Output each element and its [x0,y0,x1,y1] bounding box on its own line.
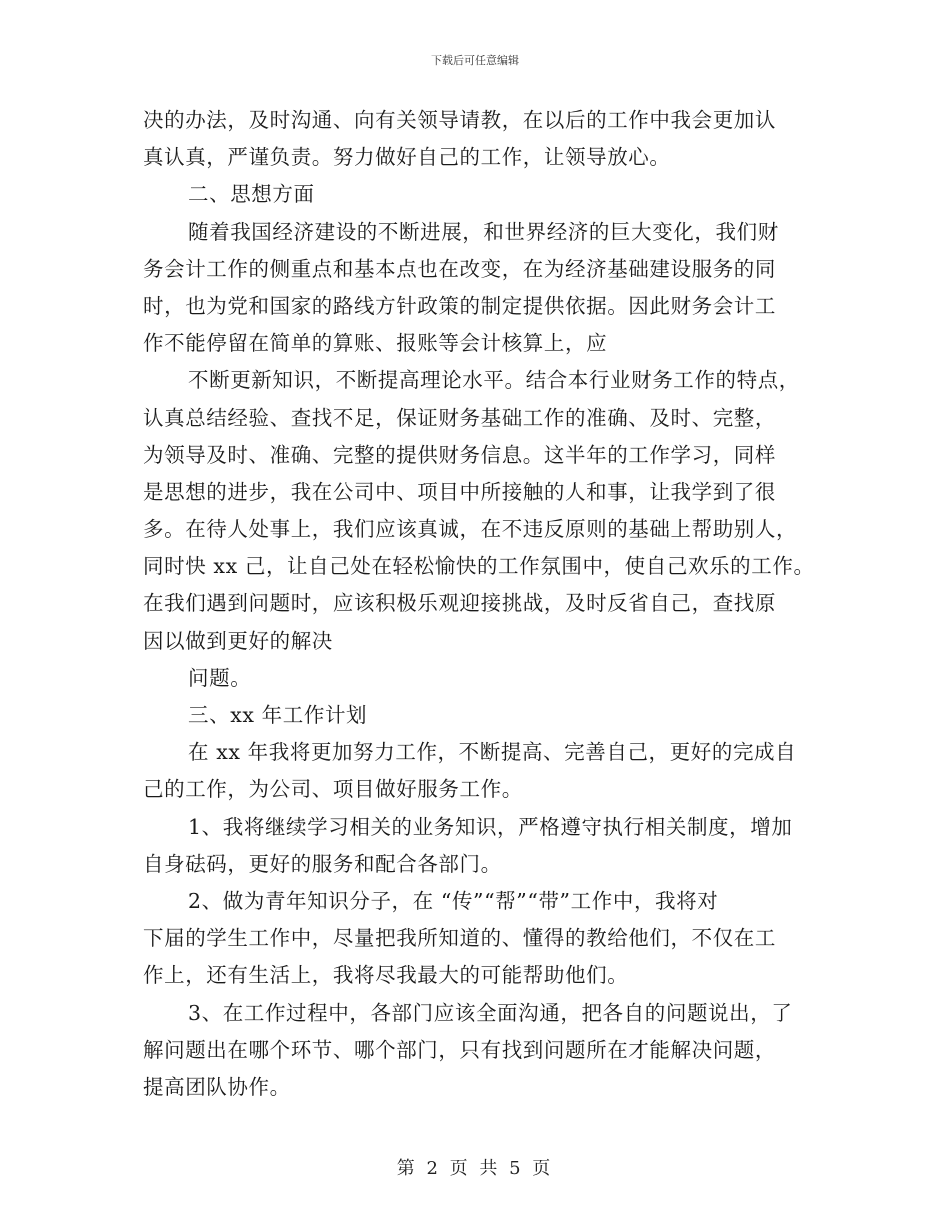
text-line: 下届的学生工作中，尽量把我所知道的、懂得的教给他们，不仅在工 [143,926,776,951]
text-line: 同时快 xx 己，让自己处在轻松愉快的工作氛围中，使自己欢乐的工作。 [143,554,815,579]
text-line: 作上，还有生活上，我将尽我最大的可能帮助他们。 [143,963,629,988]
text-line: 不断更新知识，不断提高理论水平。结合本行业财务工作的特点， [188,368,800,393]
text-line: 自身砝码，更好的服务和配合各部门。 [143,851,502,876]
text-line: 决的办法，及时沟通、向有关领导请教，在以后的工作中我会更加认 [143,108,776,132]
text-line: 3、在工作过程中，各部门应该全面沟通，把各自的问题说出，了 [188,1000,793,1025]
text-line: 时，也为党和国家的路线方针政策的制定提供依据。因此财务会计工 [143,293,776,318]
text-line: 在 xx 年我将更加努力工作，不断提高、完善自己，更好的完成自 [188,740,797,765]
text-line: 为领导及时、准确、完整的提供财务信息。这半年的工作学习，同样 [143,442,776,467]
page-header: 下载后可任意编辑 [431,54,519,67]
text-line: 在我们遇到问题时，应该积极乐观迎接挑战，及时反省自己，查找原 [143,591,776,616]
text-line: 2、做为青年知识分子，在 “传”“帮”“带”工作中，我将对 [188,888,719,913]
text-line: 提高团队协作。 [143,1074,291,1099]
page-number-footer: 第 2 页 共 5 页 [396,1158,554,1179]
text-line: 三、xx 年工作计划 [188,703,368,727]
text-line: 随着我国经济建设的不断进展，和世界经济的巨大变化，我们财 [188,219,779,244]
document-body [143,102,823,1106]
text-line: 真认真，严谨负责。努力做好自己的工作，让领导放心。 [143,145,671,170]
text-line: 问题。 [188,665,252,690]
text-line: 己的工作，为公司、项目做好服务工作。 [143,777,523,802]
text-line: 认真总结经验、查找不足，保证财务基础工作的准确、及时、完整， [143,405,776,430]
text-line: 作不能停留在简单的算账、报账等会计核算上，应 [143,331,608,356]
text-line: 1、我将继续学习相关的业务知识，严格遵守执行相关制度，增加 [188,814,793,839]
text-line: 多。在待人处事上，我们应该真诚，在不违反原则的基础上帮助别人， [143,517,798,542]
text-line: 解问题出在哪个环节、哪个部门，只有找到问题所在才能解决问题， [143,1037,776,1062]
text-line: 因以做到更好的解决 [143,628,333,653]
text-line: 是思想的进步，我在公司中、项目中所接触的人和事，让我学到了很 [143,479,776,504]
text-line: 务会计工作的侧重点和基本点也在改变，在为经济基础建设服务的同 [143,256,776,281]
text-line: 二、思想方面 [188,182,315,207]
